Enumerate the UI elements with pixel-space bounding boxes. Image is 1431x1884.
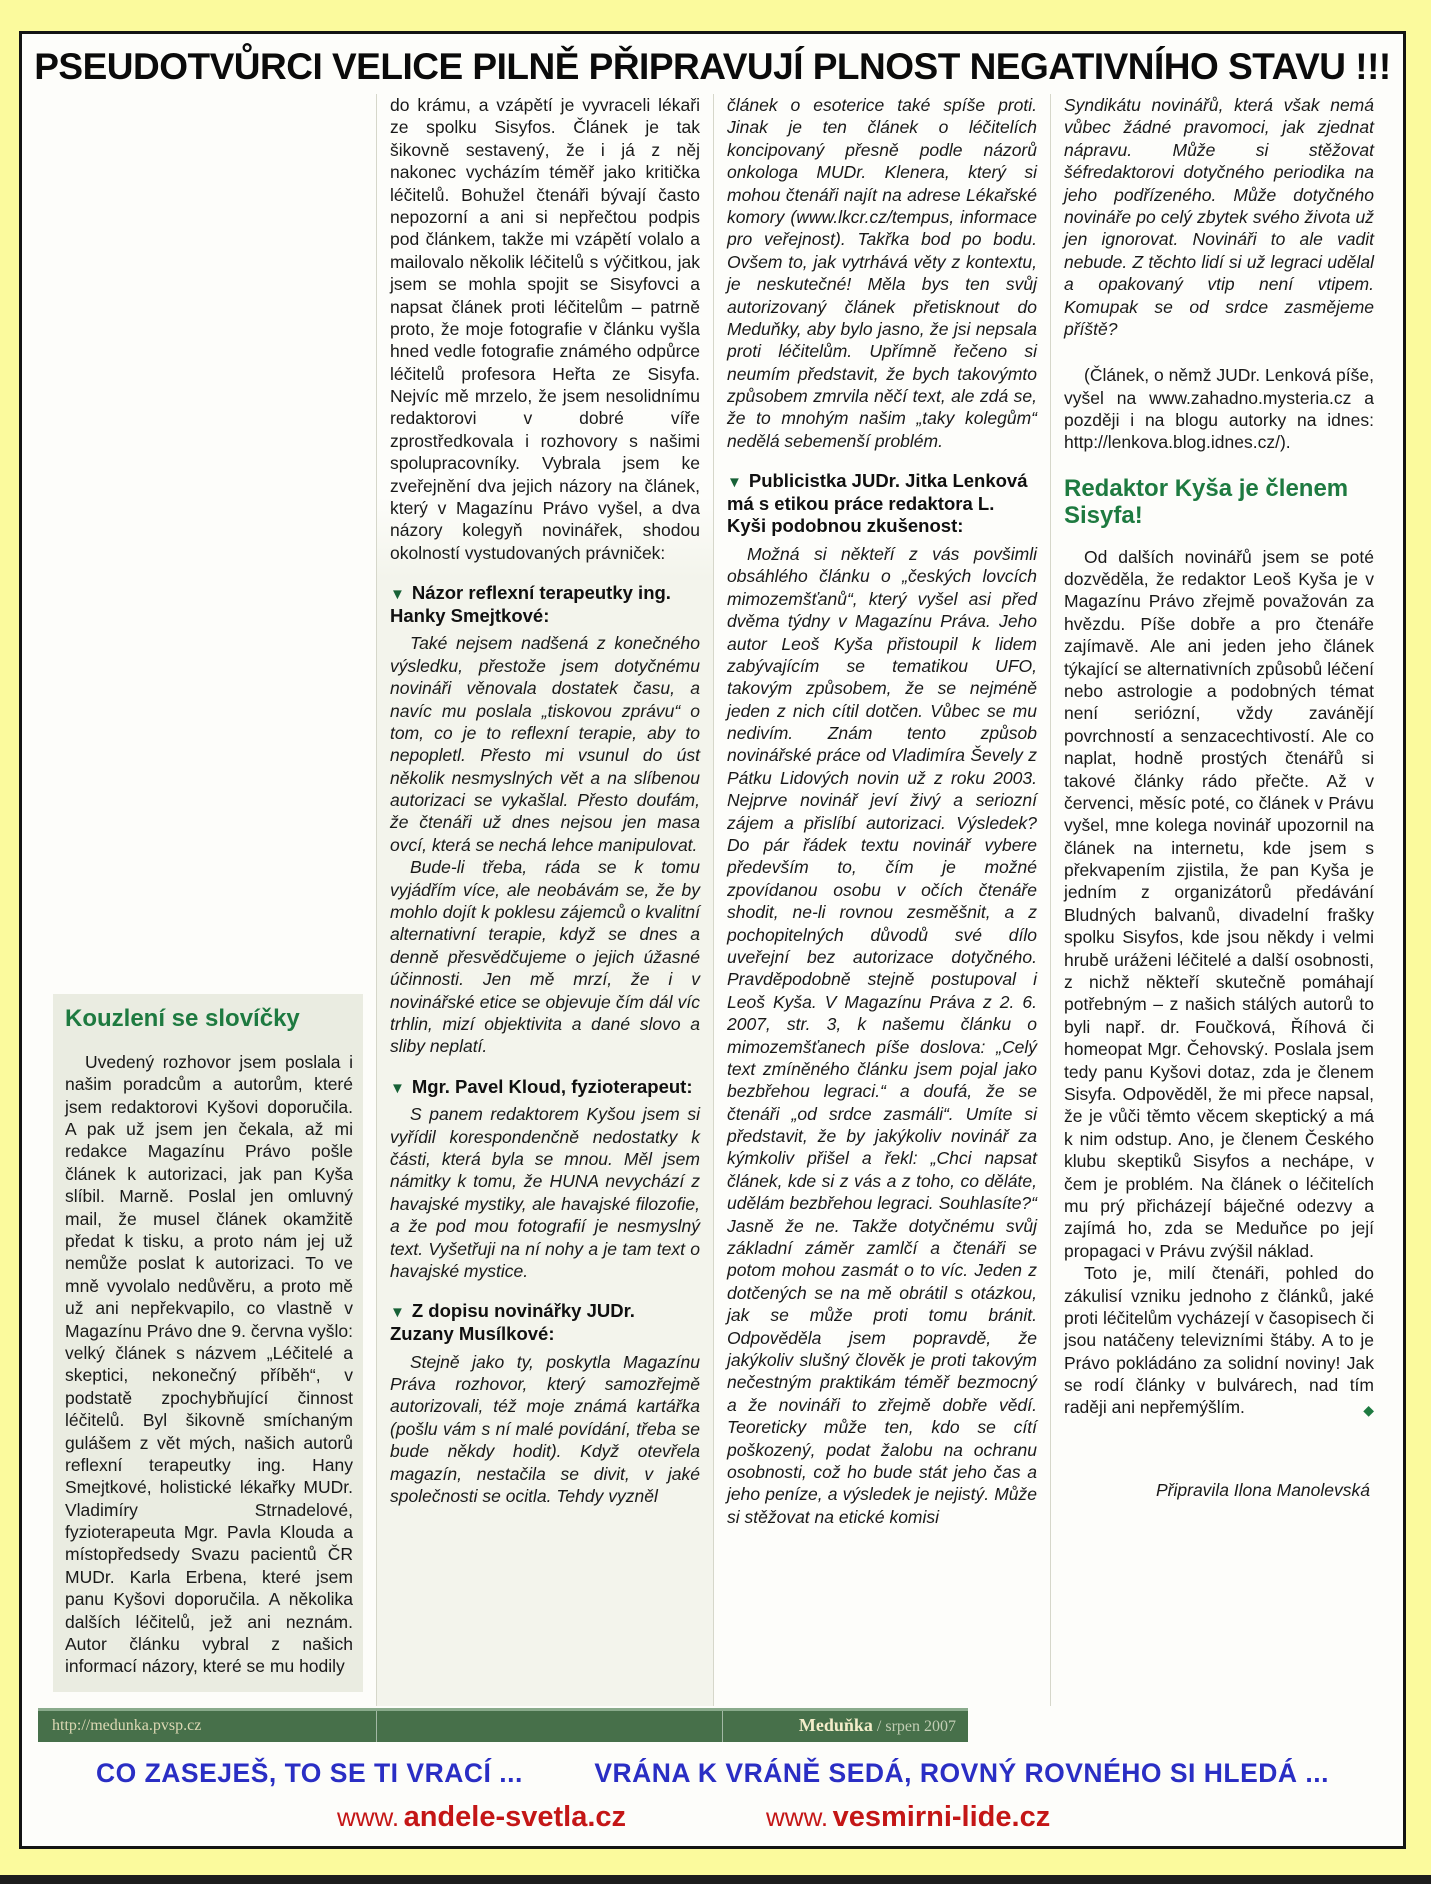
websites-line xyxy=(22,1801,1403,1834)
column-divider xyxy=(722,1711,723,1742)
triangle-bullet-icon: ▼ xyxy=(390,586,405,604)
paragraph: Stejně jako ty, poskytla Magazínu Práva rozhovor, který samozřejmě autorizovali, též moje známá kartářka (pošlu vám s ní malé povídání, třeba se bude někdy hodit). Když otevřela magazín, nestačila se divit, v jaké společnosti se ocitla. Tehdy vyzněl xyxy=(390,1351,700,1506)
column-divider xyxy=(376,1711,377,1742)
paragraph: článek o esoterice také spíše proti. Jinak je ten článek o léčitelích koncipovaný přesně podle názorů onkologa MUDr. Klenera, který si mohou čtenáři najít na adrese Lékařské komory (www.lkcr.cz/tempus, informace pro veřejnost). Takřka bod po bodu. Ovšem to, jak vytrhává věty z kontextu, je neskutečné! Měla bys ten svůj autorizovaný článek přetisknout do Meduňky, aby bylo jasno, že jsi nepsala proti léčitelům. Upřímně řečeno si neumím představit, že bych takovýmto způsobem zmrvila něčí text, ale zdá se, že to mnohým našim „taky kolegům“ nedělá sebemenší problém. xyxy=(727,95,1037,451)
paragraph: Možná si někteří z vás povšimli obsáhlého článku o „českých lovcích mimozemšťanů“, který vyšel asi před dvěma týdny v Magazínu Práva. Jeho autor Leoš Kyša přistoupil k lidem zabývajícím se tematikou UFO, takovým způsobem, že se nejméně jeden z nich cítil dotčen. Vůbec se mu nedivím. Znám tento způsob novinářské práce od Vladimíra Ševely z Pátku Lidových novin už z roku 2003. Nejprve novinář jeví živý a seriozní zájem a přislíbí autorizaci. Výsledek? Do pár řádek textu novinář vybere především to, čím je možné zpovídanou osobu v očích čtenáře shodit, ne-li rovnou zesměšnit, a z pochopitelných důvodů své dílo uveřejní bez autorizace dotyčného. Pravděpodobně stejně postupoval i Leoš Kyša. V Magazínu Práva z 2. 6. 2007, str. 3, k našemu článku o mimozemšťanech píše doslova: „Celý text zmíněného článku jsem pojal jako bezbřehou legraci.“ a doufá, že se čtenáři „od srdce zasmáli“. Umíte si představit, že by jakýkoliv novinář za kýmkoliv přišel a řekl: „Chci napsat článek, kde si z vás a z toho, co děláte, udělám bezbřehou legraci. Souhlasíte?“ Jasně že ne. Takže dotyčnému svůj základní záměr zamlčí a čtenáři se potom mohou zasmát o to víc. Jeden z dotčených se na mě obrátil s otázkou, jak se může proti tomu bránit. Odpověděla jsem popravdě, že jakýkoliv slušný člověk je proti takovým nečestným praktikám téměř bezmocný a že novináři to zřejmě dobře vědí. Teoreticky může ten, kdo se cítí poškozený, podat žalobu na ochranu osobnosti, což ho bude stát jeho čas a jeho peníze, a výsledek je nejistý. Může si stěžovat na etické komisi xyxy=(727,543,1037,1527)
sub-heading: ▼ Mgr. Pavel Kloud, fyzioterapeut: xyxy=(390,1075,693,1097)
website-andele-svetla: www. andele-svetla.cz xyxy=(337,1801,627,1833)
footer-bar xyxy=(38,1708,968,1742)
column-1 xyxy=(40,94,376,1706)
author-signature: Připravila Ilona Manolevská xyxy=(1156,1479,1370,1500)
scan-edge-band xyxy=(0,1875,1431,1884)
sub-heading: ▼ Publicistka JUDr. Jitka Lenková má s etikou práce redaktora L. Kyši podobnou zkušenost: xyxy=(727,470,1028,537)
sub-heading: ▼ Názor reflexní terapeutky ing. Hanky Smejtkové: xyxy=(390,582,671,626)
column-2 xyxy=(376,94,713,1706)
paragraph: do krámu, a vzápětí je vyvraceli lékaři ze spolku Sisyfos. Článek je tak šikovně sestavený, že i já z něj nakonec vycházím téměř jako kritička léčitelů. Bohužel čtenáři bývají často nepozorní a ani si nepřečtou podpis pod článkem, takže mi vzápětí volalo a mailovalo několik léčitelů s výčitkou, jak jsem se mohla spojit se Sisyfovci a napsat článek proti léčitelům – patrně proto, že moje fotografie v článku vyšla hned vedle fotografie známého odpůrce léčitelů profesora Heřta ze Sisyfa. Nejvíc mě mrzelo, že jsem nesolidnímu redaktorovi v dobré víře zprostředkovala i rozhovory s našimi spolupracovníky. Vybrala jsem ke zveřejnění dva jejich názory na článek, který v Magazínu Právo vyšel, a dva názory kolegyň novinářek, shodou okolností vystudovaných právniček: xyxy=(390,95,700,563)
highlight-box xyxy=(53,994,363,1692)
footer-issue-group xyxy=(799,1715,956,1736)
paragraph: Uvedený rozhovor jsem poslala i našim poradcům a autorům, které jsem redaktorovi Kyšovi doporučila. A pak už jsem jen čekala, až mi redakce Magazínu Právo pošle článek k autorizaci, jak pan Kyša slíbil. Marně. Poslal jen omluvný mail, že musel článek okamžitě předat k tisku, a proto nám jej už nemůže poslat k autorizaci. To ve mně vyvolalo nedůvěru, a proto mě už ani nepřekvapilo, co vlastně v Magazínu Právo dne 9. června vyšlo: velký článek s názvem „Léčitelé a skeptici, nekonečný příběh“, v podstatě zpochybňující činnost léčitelů. Byl šikovně smíchaným gulášem z vět mých, našich autorů reflexní terapeutky ing. Hany Smejtkové, holistické lékařky MUDr. Vladimíry Strnadelové, fyzioterapeuta Mgr. Pavla Klouda a místopředsedy Svazu pacientů ČR MUDr. Karla Erbena, které jsem panu Kyšovi doporučila. A několika dalších léčitelů, jež ani neznám. Autor článku vybral z našich informací názory, které se mu hodily xyxy=(65,1051,353,1677)
website-vesmirni-lide: www. vesmirni-lide.cz xyxy=(766,1801,1051,1833)
triangle-bullet-icon: ▼ xyxy=(390,1304,405,1322)
sub-heading: ▼ Z dopisu novinářky JUDr. Zuzany Musílkové: xyxy=(390,1300,635,1344)
footer-brand: Meduňka xyxy=(798,1715,873,1735)
triangle-bullet-icon: ▼ xyxy=(727,474,742,492)
magazine-page xyxy=(19,31,1406,1849)
page-title: PSEUDOTVŮRCI VELICE PILNĚ PŘIPRAVUJÍ PLNOST NEGATIVNÍHO STAVU !!! xyxy=(34,46,1391,87)
section-heading: Kouzlení se slovíčky xyxy=(65,1005,300,1032)
column-4 xyxy=(1050,94,1387,1706)
paragraph: (Článek, o němž JUDr. Lenková píše, vyšel na www.zahadno.mysteria.cz a později i na blogu autorky na idnes: http://lenkova.blog.idnes.cz/). xyxy=(1064,365,1374,453)
motto-left: CO ZASEJEŠ, TO SE TI VRACÍ ... xyxy=(96,1758,523,1788)
footer-url: http://medunka.pvsp.cz xyxy=(52,1717,202,1734)
paragraph: S panem redaktorem Kyšou jsem si vyřídil korespondenčně nedostatky k části, která byla se mnou. Měl jsem námitky k tomu, že HUNA nevychází z havajské mystiky, ale havajské filozofie, a že pod mou fotografií je nesmyslný text. Vyšetřuji na ní nohy a je tam text o havajské mystice. xyxy=(390,1104,700,1282)
paragraph: Syndikátu novinářů, která však nemá vůbec žádné pravomoci, jak zjednat nápravu. Může si stěžovat šéfredaktorovi dotyčného periodika na jeho podřízeného. Může dotyčného novináře po celý zbytek svého života už jen ignorovat. Novináři to ale vadit nebude. Z těchto lidí si už legraci udělal a opakovaný vtip není vtipem. Komupak se od srdce zasmějeme příště? xyxy=(1064,95,1374,339)
paragraph: Bude-li třeba, ráda se k tomu vyjádřím více, ale neobávám se, že by mohlo dojít k poklesu zájemců o kvalitní alternativní terapie, když se dnes a denně přesvědčujeme o jejich úžasné účinnosti. Jen mě mrzí, že i v novinářské etice se objevuje čím dál víc trhlin, mizí objektivita a dané slovo a sliby neplatí. xyxy=(390,857,700,1057)
section-heading: Redaktor Kyša je členem Sisyfa! xyxy=(1064,474,1349,529)
article-columns xyxy=(40,94,1387,1706)
paragraph: Od dalších novinářů jsem se poté dozvěděla, že redaktor Leoš Kyša je v Magazínu Právo zřejmě považován za hvězdu. Píše dobře a pro čtenáře zajímavě. Ale ani jeden jeho článek týkající se alternativních způsobů léčení nebo astrologie a podobných témat není seriózní, vždy zavánějí povrchností a senzacechtivostí. Ale co naplat, hodně prostých čtenářů si takové články rádo přečte. Až v červenci, měsíc poté, co článek v Právu vyšel, mne kolega novinář upozornil na článek na internetu, kde jsem s překvapením zjistila, že pan Kyša je jedním z organizátorů předávání Bludných balvanů, divadelní frašky spolku Sisyfos, kde jsou někdy i velmi hrubě uráženi léčitelé a další osobnosti, z nichž někteří skutečně pomáhají potřebným – z našich stálých autorů to byli např. dr. Foučková, Říhová či homeopat Mgr. Čehovský. Poslala jsem tedy panu Kyšovi dotaz, zda je členem Sisyfa. Odpověděl, že mi přece napsal, že je vůči těmto věcem skeptický a má k nim odstup. Ano, je členem Českého klubu skeptiků Sisyfos a nechápe, v čem je problém. Na článek o léčitelích mu prý přicházejí báječné odezvy a zajímá ho, zda se Meduňce po její propagaci v Právu zvýšil náklad. xyxy=(1064,546,1374,1261)
paragraph: Toto je, milí čtenáři, pohled do zákulisí vzniku jednoho z článků, jaké proti léčitelům vycházejí v časopisech či jsou natáčeny televizními štáby. A to je Právo pokládáno za solidní noviny! Jak se rodí články v bulvárech, nad tím raději ani nepřemýšlím. ◆ xyxy=(1064,1263,1374,1419)
motto-right: VRÁNA K VRÁNĚ SEDÁ, ROVNÝ ROVNÉHO SI HLEDÁ ... xyxy=(594,1758,1329,1788)
end-diamond-icon: ◆ xyxy=(1363,1402,1374,1419)
paragraph: Také nejsem nadšená z konečného výsledku, přestože jsem dotyčnému novináři věnovala dostatek času, a navíc mu poslala „tiskovou zprávu“ o tom, co je to reflexní terapie, aby to nepopletl. Přesto mi vsunul do úst několik nesmyslných vět a na slíbenou autorizaci se vykašlal. Přesto doufám, že čtenáři už dnes nejsou jen masa ovcí, která se nechá lehce manipulovat. xyxy=(390,633,700,855)
footer-issue: / srpen 2007 xyxy=(872,1718,956,1735)
motto-line xyxy=(22,1758,1403,1789)
triangle-bullet-icon: ▼ xyxy=(390,1079,405,1097)
column-3 xyxy=(713,94,1050,1706)
